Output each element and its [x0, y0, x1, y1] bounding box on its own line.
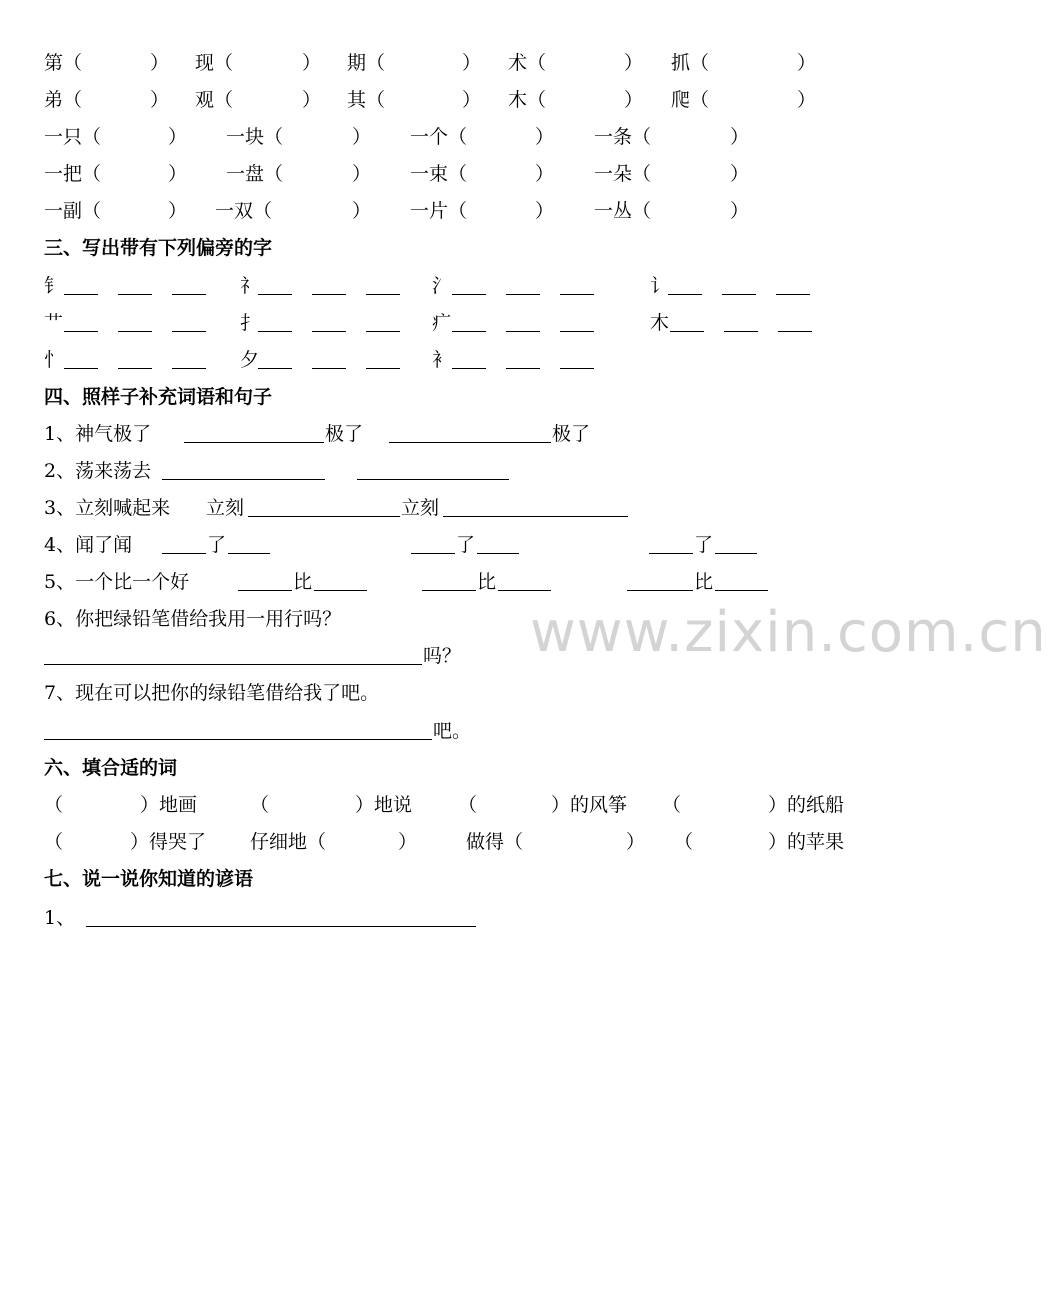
fill-close: ）的苹果: [768, 831, 845, 853]
fill-close: ）: [168, 126, 188, 148]
fill-close: ）: [626, 831, 646, 853]
fill-close: ）: [150, 89, 170, 111]
fill-open: （: [44, 794, 64, 816]
exercise-item-2: [0, 455, 920, 487]
answer-blank[interactable]: [477, 553, 519, 554]
fill-open: （: [674, 831, 694, 853]
answer-blank[interactable]: [357, 479, 509, 480]
fill-open: 做得（: [466, 831, 524, 853]
word-fill-row-2: [0, 826, 920, 858]
answer-blank[interactable]: [560, 368, 594, 369]
answer-blank[interactable]: [162, 479, 325, 480]
exercise-item-5: [0, 566, 920, 598]
char-fill-row-2: [0, 84, 920, 116]
section-title: 三、写出带有下列偏旁的字: [44, 237, 273, 259]
answer-blank[interactable]: [44, 739, 432, 740]
fill-close: ）得哭了: [130, 831, 207, 853]
item-lead: 1、: [44, 907, 76, 929]
answer-blank[interactable]: [506, 294, 540, 295]
fill-item: 第（: [44, 52, 83, 74]
item-end: 吗？: [423, 645, 462, 667]
section-title: 七、说一说你知道的谚语: [44, 868, 254, 890]
fill-close: ）: [462, 52, 482, 74]
fill-close: ）: [462, 89, 482, 111]
fill-close: ）: [168, 200, 188, 222]
section-7-heading-row: [0, 863, 920, 895]
fill-open: （: [662, 794, 682, 816]
item-lead: 7、现在可以把你的绿铅笔借给我了吧。: [44, 682, 380, 704]
answer-blank[interactable]: [64, 331, 98, 332]
fill-item: 一朵（: [594, 163, 652, 185]
fill-close: ）: [352, 163, 372, 185]
answer-blank[interactable]: [172, 331, 206, 332]
section-4-heading-row: [0, 381, 920, 413]
item-mid: 比: [477, 571, 497, 593]
item-lead: 2、荡来荡去: [44, 460, 152, 482]
fill-close: ）: [730, 200, 750, 222]
word-fill-row-1: [0, 789, 920, 821]
item-end: 吧。: [433, 720, 472, 742]
answer-blank[interactable]: [452, 331, 486, 332]
fill-close: ）: [302, 52, 322, 74]
answer-blank[interactable]: [172, 368, 206, 369]
answer-blank[interactable]: [560, 331, 594, 332]
fill-item: 其（: [347, 89, 386, 111]
fill-item: 一丛（: [594, 200, 652, 222]
answer-blank[interactable]: [44, 664, 422, 665]
radical: 扌: [240, 312, 260, 334]
measure-word-row-1: [0, 121, 920, 153]
answer-blank[interactable]: [258, 331, 292, 332]
fill-open: （: [250, 794, 270, 816]
answer-blank[interactable]: [778, 331, 812, 332]
fill-item: 一个（: [410, 126, 468, 148]
answer-blank[interactable]: [312, 294, 346, 295]
fill-item: 一片（: [410, 200, 468, 222]
fill-close: ）: [624, 52, 644, 74]
answer-blank[interactable]: [238, 590, 292, 591]
answer-blank[interactable]: [715, 553, 757, 554]
item-lead: 1、神气极了: [44, 423, 152, 445]
answer-blank[interactable]: [389, 442, 551, 443]
radical-row-1: [0, 270, 920, 302]
answer-blank[interactable]: [452, 294, 486, 295]
answer-blank[interactable]: [422, 590, 476, 591]
measure-word-row-3: [0, 195, 920, 227]
answer-blank[interactable]: [715, 590, 768, 591]
char-fill-row-1: [0, 47, 920, 79]
fill-close: ）的风筝: [551, 794, 628, 816]
exercise-item-4: [0, 529, 920, 561]
fill-item: 观（: [195, 89, 234, 111]
fill-close: ）: [730, 163, 750, 185]
fill-close: ）: [624, 89, 644, 111]
fill-close: ）的纸船: [768, 794, 845, 816]
measure-word-row-2: [0, 158, 920, 190]
fill-item: 一束（: [410, 163, 468, 185]
answer-blank[interactable]: [560, 294, 594, 295]
proverb-item-1: [0, 902, 920, 934]
answer-blank[interactable]: [64, 294, 98, 295]
radical-row-2: [0, 307, 920, 339]
fill-close: ）: [535, 126, 555, 148]
fill-item: 术（: [508, 52, 547, 74]
item-word: 立刻: [206, 497, 245, 519]
answer-blank[interactable]: [258, 294, 292, 295]
radical: 夕: [240, 349, 260, 371]
exercise-item-7-answer: [0, 715, 920, 747]
answer-blank[interactable]: [411, 553, 455, 554]
radical: 礻: [240, 275, 260, 297]
fill-item: 弟（: [44, 89, 83, 111]
item-mid: 了: [694, 534, 714, 556]
answer-blank[interactable]: [670, 331, 704, 332]
answer-blank[interactable]: [722, 294, 756, 295]
fill-item: 一条（: [594, 126, 652, 148]
fill-item: 现（: [195, 52, 234, 74]
radical: 木: [650, 312, 670, 334]
fill-close: ）: [398, 831, 418, 853]
section-6-heading-row: [0, 752, 920, 784]
fill-item: 一只（: [44, 126, 102, 148]
section-3-heading-row: [0, 232, 920, 264]
exercise-item-7: [0, 677, 920, 709]
fill-close: ）: [535, 200, 555, 222]
fill-close: ）: [352, 126, 372, 148]
answer-blank[interactable]: [228, 553, 270, 554]
answer-blank[interactable]: [118, 294, 152, 295]
item-lead: 3、立刻喊起来: [44, 497, 171, 519]
radical: 钅: [44, 275, 64, 297]
answer-blank[interactable]: [452, 368, 486, 369]
fill-open: （: [458, 794, 478, 816]
answer-blank[interactable]: [172, 294, 206, 295]
fill-close: ）: [150, 52, 170, 74]
radical: 艹: [44, 312, 64, 334]
item-word: 立刻: [401, 497, 440, 519]
answer-blank[interactable]: [248, 516, 400, 517]
fill-item: 爬（: [671, 89, 710, 111]
answer-blank[interactable]: [118, 368, 152, 369]
answer-blank[interactable]: [724, 331, 758, 332]
exercise-item-3: [0, 492, 920, 524]
item-mid: 比: [293, 571, 313, 593]
answer-blank[interactable]: [776, 294, 810, 295]
fill-item: 一把（: [44, 163, 102, 185]
fill-close: ）: [352, 200, 372, 222]
item-suffix: 极了: [552, 423, 591, 445]
answer-blank[interactable]: [366, 368, 400, 369]
answer-blank[interactable]: [184, 442, 324, 443]
fill-close: ）地说: [355, 794, 413, 816]
item-lead: 4、闻了闻: [44, 534, 133, 556]
fill-item: 一副（: [44, 200, 102, 222]
section-title: 六、填合适的词: [44, 757, 178, 779]
answer-blank[interactable]: [506, 331, 540, 332]
item-mid: 了: [456, 534, 476, 556]
answer-blank[interactable]: [314, 590, 367, 591]
answer-blank[interactable]: [506, 368, 540, 369]
fill-open: 仔细地（: [250, 831, 327, 853]
fill-item: 一盘（: [226, 163, 284, 185]
item-mid: 了: [207, 534, 227, 556]
fill-item: 期（: [347, 52, 386, 74]
answer-blank[interactable]: [443, 516, 628, 517]
watermark: www.zixin.com.cn: [530, 600, 1047, 665]
answer-blank[interactable]: [162, 553, 206, 554]
answer-blank[interactable]: [366, 331, 400, 332]
item-mid: 比: [694, 571, 714, 593]
fill-item: 抓（: [671, 52, 710, 74]
radical: 氵: [432, 275, 452, 297]
fill-item: 木（: [508, 89, 547, 111]
answer-blank[interactable]: [312, 331, 346, 332]
fill-close: ）: [730, 126, 750, 148]
fill-close: ）: [302, 89, 322, 111]
answer-blank[interactable]: [312, 368, 346, 369]
item-lead: 5、一个比一个好: [44, 571, 190, 593]
section-title: 四、照样子补充词语和句子: [44, 386, 273, 408]
answer-blank[interactable]: [64, 368, 98, 369]
fill-close: ）: [535, 163, 555, 185]
fill-close: ）: [797, 52, 817, 74]
answer-blank[interactable]: [668, 294, 702, 295]
item-suffix: 极了: [325, 423, 364, 445]
fill-item: 一块（: [226, 126, 284, 148]
answer-blank[interactable]: [366, 294, 400, 295]
fill-close: ）: [797, 89, 817, 111]
answer-blank[interactable]: [649, 553, 693, 554]
answer-blank[interactable]: [627, 590, 693, 591]
radical: 讠: [650, 275, 670, 297]
item-lead: 6、你把绿铅笔借给我用一用行吗？: [44, 608, 342, 630]
fill-close: ）地画: [140, 794, 198, 816]
answer-blank[interactable]: [258, 368, 292, 369]
radical-row-3: [0, 344, 920, 376]
answer-blank[interactable]: [498, 590, 551, 591]
exercise-item-1: [0, 418, 920, 450]
answer-blank[interactable]: [86, 926, 476, 927]
fill-open: （: [44, 831, 64, 853]
radical: 忄: [44, 349, 64, 371]
radical: 疒: [432, 312, 452, 334]
fill-close: ）: [168, 163, 188, 185]
answer-blank[interactable]: [118, 331, 152, 332]
radical: 衤: [432, 349, 452, 371]
fill-item: 一双（: [215, 200, 273, 222]
